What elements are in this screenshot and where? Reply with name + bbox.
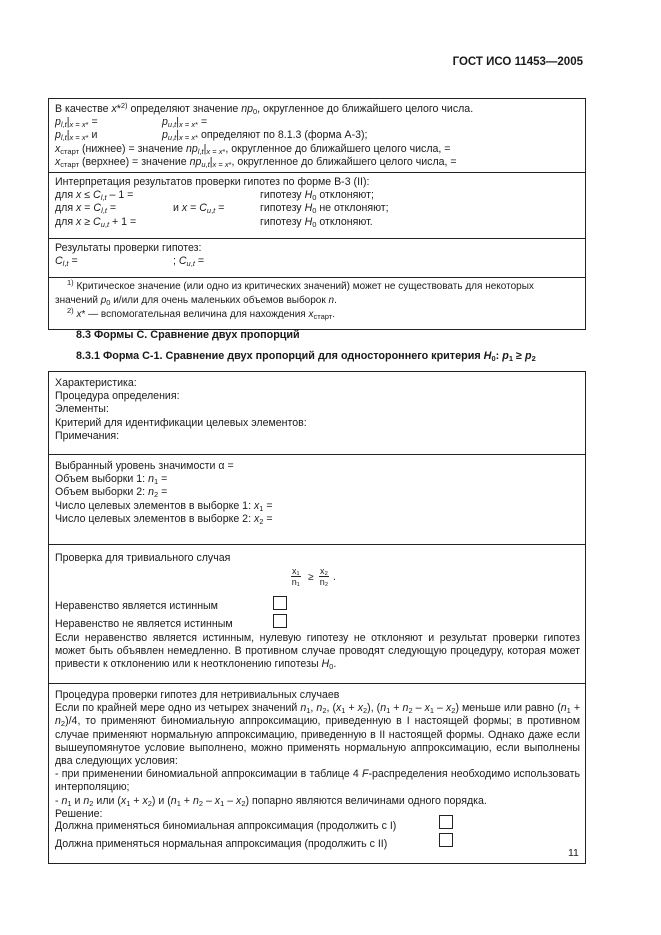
notes-label: Примечания: <box>55 429 120 442</box>
decision-label: Решение: <box>55 807 103 820</box>
footnote-1-cont: значений $p_0$ и/или для очень маленьких объемов выборок n. <box>55 295 337 307</box>
relation-sign: ≥ <box>308 572 314 583</box>
binomial-label: Должна применяться биномиальная аппроксимация (продолжить с I) <box>55 820 397 832</box>
subsection-heading: 8.3.1 Форма С-1. Сравнение двух пропорций для одностороннего критерия $H_0$: $p_1 \ge p_2$ <box>76 350 536 363</box>
true-label: Неравенство является истинным <box>55 600 218 612</box>
section-heading: 8.3 Формы С. Сравнение двух пропорций <box>76 329 300 341</box>
interp-row-1: для $x \le C_{l,t} - 1$ = гипотезу $H_0$ отклоняют; <box>55 189 374 203</box>
fraction-right-den: n₂ <box>319 577 329 587</box>
nontrivial-bullet-1: - при применении биномиальной аппроксимации в таблице 4 F-распределения необходимо использовать интерполяцию; <box>55 768 580 794</box>
form-c1-box <box>48 371 586 864</box>
footnote-2: $^{2)}$ x* — вспомогательная величина для нахождения $x_{старт}$. <box>67 306 335 321</box>
document-header: ГОСТ ИСО 11453—2005 <box>452 56 583 68</box>
parameters-section <box>49 454 585 544</box>
interp-title: Интерпретация результатов проверки гипотез по форме В-3 (II): <box>55 176 370 188</box>
binomial-checkbox[interactable] <box>439 815 453 829</box>
param-alpha: Выбранный уровень значимости α = <box>55 460 234 472</box>
results-title: Результаты проверки гипотез: <box>55 242 202 254</box>
trivial-section <box>49 544 585 683</box>
results-section <box>49 238 585 277</box>
elements-label: Элементы: <box>55 403 109 416</box>
trivial-text: Если неравенство является истинным, нулевую гипотезу не отклоняют и результат проверки гипотез может быть объявлен немедленно. В противном случае проводят следующую процедуру, которая может привести к отклонению или к неотклонению гипотезы $H_0$. <box>55 632 580 672</box>
nontrivial-bullet-2: - $n_1$ и $n_2$ или $(x_1 + x_2)$ и $(n_1 + n_2 - x_1 - x_2)$ попарно являются величинами одного порядка. <box>55 794 487 808</box>
fraction-left <box>291 566 301 587</box>
calc-line-4: $x_{старт}$ (верхнее) = значение $np_{u,t}|_{x = x*}$, округленное до ближайшего целого числа, = <box>55 155 457 169</box>
nontrivial-text: Если по крайней мере одно из четырех значений $n_1$, $n_2$, $(x_1 + x_2)$, $(n_1 + n_2 - x_1 - x_2)$ меньше или равно $(n_1 + n_2)/4$, то применяют биномиальную аппроксимацию, приведенную в I настоящей формы; в противном случае применяют нормальную аппроксимацию, приведенную в II настоящей формы. Однако даже если вышеупомянутое условие выполнено, можно применять нормальную аппроксимацию, если выполнены два следующих условия: <box>55 702 581 767</box>
criterion-label: Критерий для идентификации целевых элементов: <box>55 416 307 429</box>
calc-line-1: $p_{l,t}|_{x = x*}$ = $p_{u,t}|_{x = x*}$ = <box>55 116 208 130</box>
param-x2: Число целевых элементов в выборке 2: $x_2$ = <box>55 512 273 526</box>
characteristic-label: Характеристика: <box>55 377 137 389</box>
nontrivial-title: Процедура проверки гипотез для нетривиальных случаев <box>55 689 340 701</box>
calc-line-0: В качестве x*$^{2)}$ определяют значение $np_0$, округленное до ближайшего целого числа. <box>55 101 474 116</box>
calc-line-2: $p_{l,t}|_{x = x*}$ и $p_{u,t}|_{x = x*}$ определяют по 8.1.3 (форма А-3); <box>55 129 368 143</box>
normal-checkbox[interactable] <box>439 833 453 847</box>
footnote-1: $^{1)}$ Критическое значение (или одно из критических значений) может не существовать для некоторых <box>67 278 534 292</box>
fraction-left-den: n₁ <box>291 577 300 587</box>
fraction-right <box>319 566 329 587</box>
interp-row-2: для $x = C_{l,t}$ = и $x = C_{u,t}$ = гипотезу $H_0$ не отклоняют; <box>55 202 389 216</box>
nontrivial-section <box>49 683 585 863</box>
fraction-period: . <box>333 571 336 583</box>
interpretation-section <box>49 172 585 238</box>
false-label: Неравенство не является истинным <box>55 618 233 630</box>
fraction-left-num: x₁ <box>292 566 300 576</box>
param-n1: Объем выборки 1: $n_1$ = <box>55 473 168 487</box>
param-n2: Объем выборки 2: $n_2$ = <box>55 486 168 500</box>
trivial-title: Проверка для тривиального случая <box>55 552 231 564</box>
normal-label: Должна применяться нормальная аппроксимация (продолжить с II) <box>55 838 388 850</box>
true-checkbox[interactable] <box>273 596 287 610</box>
calc-line-3: $x_{старт}$ (нижнее) = значение $np_{l,t}|_{x = x*}$, округленное до ближайшего целого числа, = <box>55 142 451 156</box>
top-form-box <box>48 98 586 330</box>
false-checkbox[interactable] <box>273 614 287 628</box>
characteristics-section <box>49 372 585 454</box>
results-values: $C_{l,t}$ = ; $C_{u,t}$ = <box>55 255 205 269</box>
procedure-label: Процедура определения: <box>55 390 180 403</box>
calc-section <box>49 99 585 172</box>
param-x1: Число целевых элементов в выборке 1: $x_1$ = <box>55 499 273 513</box>
fraction-right-num: x₂ <box>320 566 328 576</box>
page-number: 11 <box>568 847 579 859</box>
footnotes-section <box>49 277 585 329</box>
interp-row-3: для $x \ge C_{u,t} + 1$ = гипотезу $H_0$ отклоняют. <box>55 215 373 229</box>
